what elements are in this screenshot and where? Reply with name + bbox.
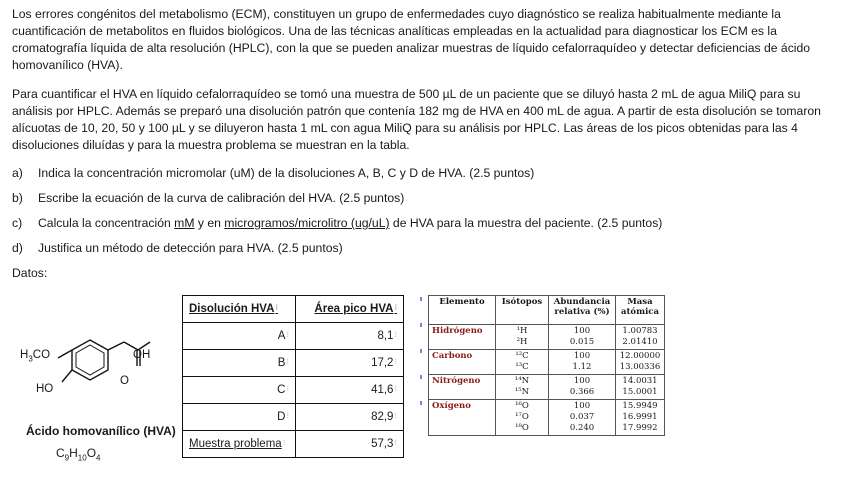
header-abundance: Abundancia relativa (%) — [549, 296, 616, 325]
isotope-cell: ¹²C ¹³C — [496, 350, 549, 375]
isotope-cell: ¹⁶O ¹⁷O ¹⁸O — [496, 400, 549, 436]
dilution-cell: D⁝ — [183, 404, 296, 431]
question-a-text: Indica la concentración micromolar (uM) de la disoluciones A, B, C y D de HVA. (2.5 puntos) — [38, 166, 535, 180]
abundance-cell: 100 0.037 0.240 — [549, 400, 616, 436]
element-cell: Nitrógeno — [429, 375, 496, 400]
question-a-label: a) — [12, 166, 23, 180]
table-row — [429, 325, 665, 350]
abundance-cell: 100 0.366 — [549, 375, 616, 400]
mass-cell: 1.00783 2.01410 — [616, 325, 665, 350]
table-row — [183, 323, 404, 350]
molecule-formula: $C_9H_{10}O_4$ — [56, 446, 101, 463]
question-c-underline-mm: mM — [174, 216, 195, 230]
isotope-cell: ¹⁴N ¹⁵N — [496, 375, 549, 400]
datos-label: Datos: — [12, 266, 48, 280]
header-isotopes: Isótopos — [496, 296, 549, 325]
question-b-text: Escribe la ecuación de la curva de calibración del HVA. (2.5 puntos) — [38, 191, 405, 205]
mass-cell: 12.00000 13.00336 — [616, 350, 665, 375]
hydroxyl-label: HO — [36, 383, 54, 395]
abundance-cell: 100 0.015 — [549, 325, 616, 350]
question-c-mid: y en — [194, 216, 225, 230]
methoxy-bond — [58, 350, 72, 358]
table-row — [183, 377, 404, 404]
row-markers — [420, 297, 424, 447]
methoxy-label: $H_3CO$ — [20, 349, 51, 364]
question-b — [12, 190, 404, 207]
area-cell: 8,1⁝ — [296, 323, 404, 350]
benzene-inner-ring — [76, 345, 104, 375]
header-dilution: Disolución HVA⁝ — [183, 296, 296, 323]
acid-oh-label: OH — [133, 349, 151, 361]
mass-cell: 15.9949 16.9991 17.9992 — [616, 400, 665, 436]
molecule-name: Ácido homovanílico (HVA) — [26, 424, 176, 438]
element-cell: Oxígeno — [429, 400, 496, 436]
question-c-post: de HVA para la muestra del paciente. (2.5 puntos) — [389, 216, 663, 230]
table-row — [183, 404, 404, 431]
dilution-cell: C⁝ — [183, 377, 296, 404]
question-d — [12, 240, 343, 257]
question-c — [12, 215, 662, 232]
question-d-text: Justifica un método de detección para HVA. (2.5 puntos) — [38, 241, 343, 255]
question-b-label: b) — [12, 191, 23, 205]
header-peak-area: Área pico HVA⁝ — [296, 296, 404, 323]
question-c-pre: Calcula la concentración — [38, 216, 175, 230]
carbonyl-o-label: O — [120, 375, 129, 387]
area-cell: 41,6⁝ — [296, 377, 404, 404]
question-d-label: d) — [12, 241, 23, 255]
ch2-bond — [108, 342, 124, 350]
dilution-cell: B⁝ — [183, 350, 296, 377]
area-cell: 57,3⁝ — [296, 431, 404, 458]
benzene-ring — [72, 340, 108, 380]
area-cell: 17,2⁝ — [296, 350, 404, 377]
table-row — [429, 400, 665, 436]
dilution-cell: A⁝ — [183, 323, 296, 350]
problem-paragraph: Para cuantificar el HVA en líquido cefalorraquídeo se tomó una muestra de 500 µL de un paciente que se diluyó hasta 2 mL de agua MiliQ para su análisis por HPLC. Además se preparó una disolución patrón que contenía 182 mg de HVA en 400 mL de agua. A partir de esta disolución se tomaron alícuotas de 10, 20, 50 y 100 µL y se diluyeron hasta 1 mL con agua MiliQ para su análisis por HPLC. Las áreas de los picos obtenidas para las 4 disoluciones diluídas y para la muestra problema se muestran en la tabla. — [12, 87, 821, 152]
table-row — [429, 375, 665, 400]
dilution-cell: Muestra problema⁝ — [183, 431, 296, 458]
question-a — [12, 165, 534, 182]
intro-paragraph: Los errores congénitos del metabolismo (ECM), constituyen un grupo de enfermedades cuyo diagnóstico se realiza habitualmente mediante la cuantificación de metabolitos en fluidos biológicos. Una de las técnicas analíticas empleadas en la actualidad para diagnosticar los ECM es la cromatografía líquida de alta resolución (HPLC), con la que se pueden analizar muestras de líquido cefalorraquídeo y detectar deficiencias de ácido homovanílico (HVA). — [12, 7, 811, 72]
hydroxyl-bond — [62, 370, 72, 382]
isotope-table-header — [429, 296, 665, 325]
table-row — [183, 350, 404, 377]
header-mass: Masa atómica — [616, 296, 665, 325]
abundance-cell: 100 1.12 — [549, 350, 616, 375]
header-element: Elemento — [429, 296, 496, 325]
question-c-label: c) — [12, 216, 23, 230]
table-row — [429, 350, 665, 375]
question-c-underline-units: microgramos/microlitro (ug/uL) — [224, 216, 390, 230]
calibration-table — [182, 295, 404, 458]
area-cell: 82,9⁝ — [296, 404, 404, 431]
element-cell: Carbono — [429, 350, 496, 375]
mass-cell: 14.0031 15.0001 — [616, 375, 665, 400]
isotope-table — [428, 295, 665, 436]
calibration-table-header — [183, 296, 404, 323]
element-cell: Hidrógeno — [429, 325, 496, 350]
isotope-cell: ¹H ²H — [496, 325, 549, 350]
table-row — [183, 431, 404, 458]
